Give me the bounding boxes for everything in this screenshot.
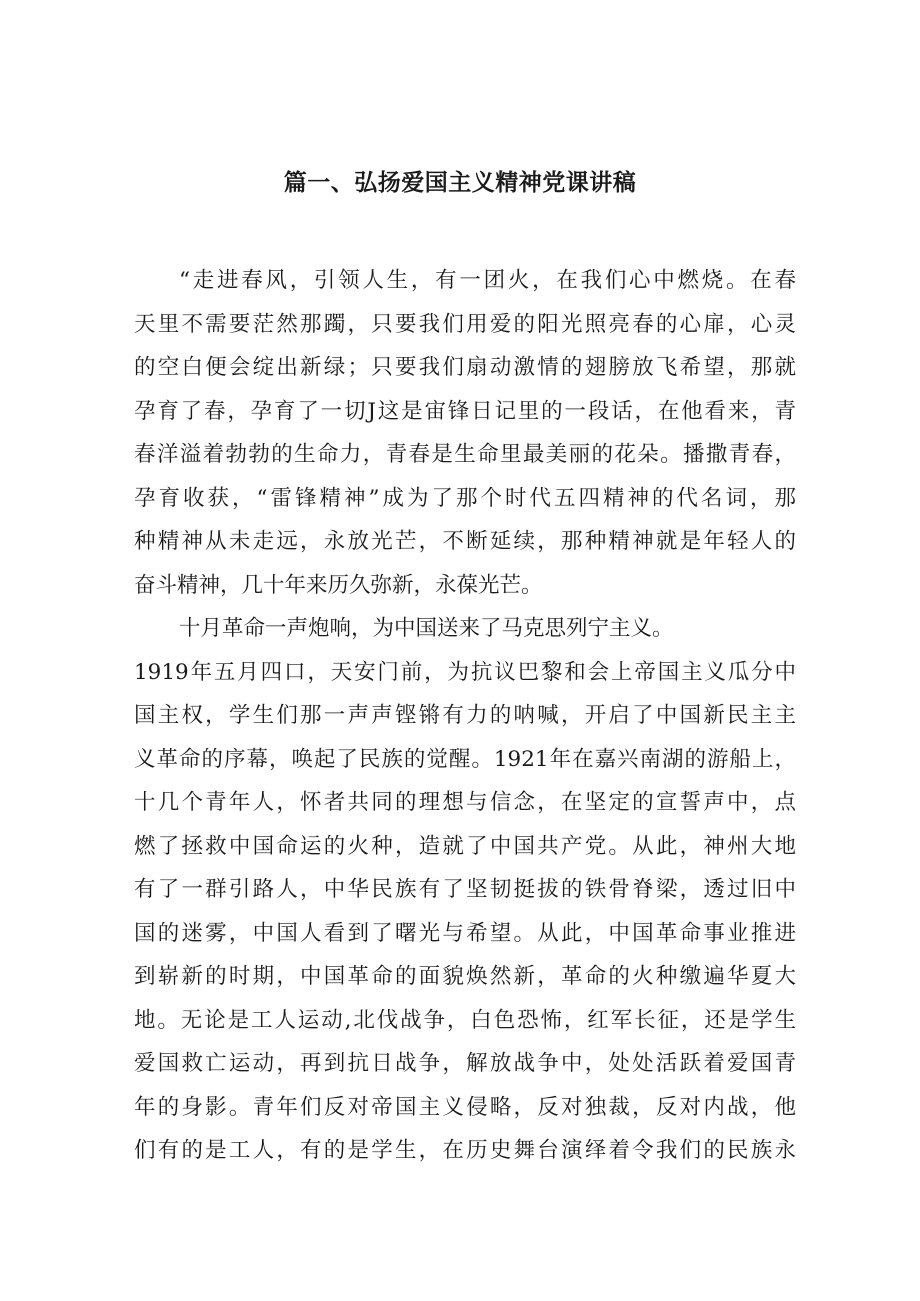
text-line: 有了一群引路人，中华民族有了坚韧挺拔的铁骨脊梁，透过旧中 [134,877,796,902]
text-line: 孕育收获，“雷锋精神”成为了那个时代五四精神的代名词，那 [134,485,796,511]
text-line: 奋斗精神，几十年来历久弥新，永葆光芒。 [134,572,543,598]
text-line: 春洋溢着勃勃的生命力，青春是生命里最美丽的花朵。播撒青春， [134,442,796,467]
document-body [134,259,796,1173]
text-line: 国的迷雾，中国人看到了曙光与希望。从此，中国革命事业推进 [134,920,796,946]
text-line: 年的身影。青年们反对帝国主义侵略，反对独裁，反对内战，他 [134,1094,796,1120]
text-line: 1919年五月四口，天安门前，为抗议巴黎和会上帝国主义瓜分中 [134,659,796,685]
text-line: 们有的是工人，有的是学生，在历史舞台演绎着令我们的民族永 [134,1138,796,1163]
text-line: 地。无论是工人运动,北伐战争，白色恐怖，红军长征，还是学生 [134,1007,796,1033]
paragraph-1 [134,259,796,607]
text-line: 义革命的序幕，唤起了民族的觉醒。1921年在嘉兴南湖的游船上， [134,746,796,772]
text-line: 十几个青年人，怀者共同的理想与信念，在坚定的宣誓声中，点 [134,790,796,815]
text-line: 十月革命一声炮响，为中国送来了马克思列宁主义。 [179,616,674,641]
text-line: 燃了拯救中国命运的火种，造就了中国共产党。从此，神州大地 [134,833,796,859]
document-title: 篇一、弘扬爱国主义精神党课讲稿 [283,170,637,196]
text-line: 的空白便会绽出新绿；只要我们扇动激情的翅膀放飞希望，那就 [134,355,796,380]
text-line: “走进春风，引领人生，有一团火，在我们心中燃烧。在春 [179,268,796,293]
text-line: 孕育了春，孕育了一切J这是宙锋日记里的一段话，在他看来，青 [134,398,796,424]
paragraph-2 [134,607,796,1173]
text-line: 爱国救亡运动，再到抗日战争，解放战争中，处处活跃着爱国青 [134,1051,796,1076]
text-line: 天里不需要茫然那躅，只要我们用爱的阳光照亮春的心扉，心灵 [134,311,796,337]
text-line: 到崭新的时期，中国革命的面貌焕然新，革命的火种缴遍华夏大 [134,964,796,989]
text-line: 国主权，学生们那一声声铿锵有力的呐喊，开启了中国新民主主 [134,703,796,728]
text-line: 种精神从未走远，永放光芒，不断延续，那种精神就是年轻人的 [134,529,796,554]
